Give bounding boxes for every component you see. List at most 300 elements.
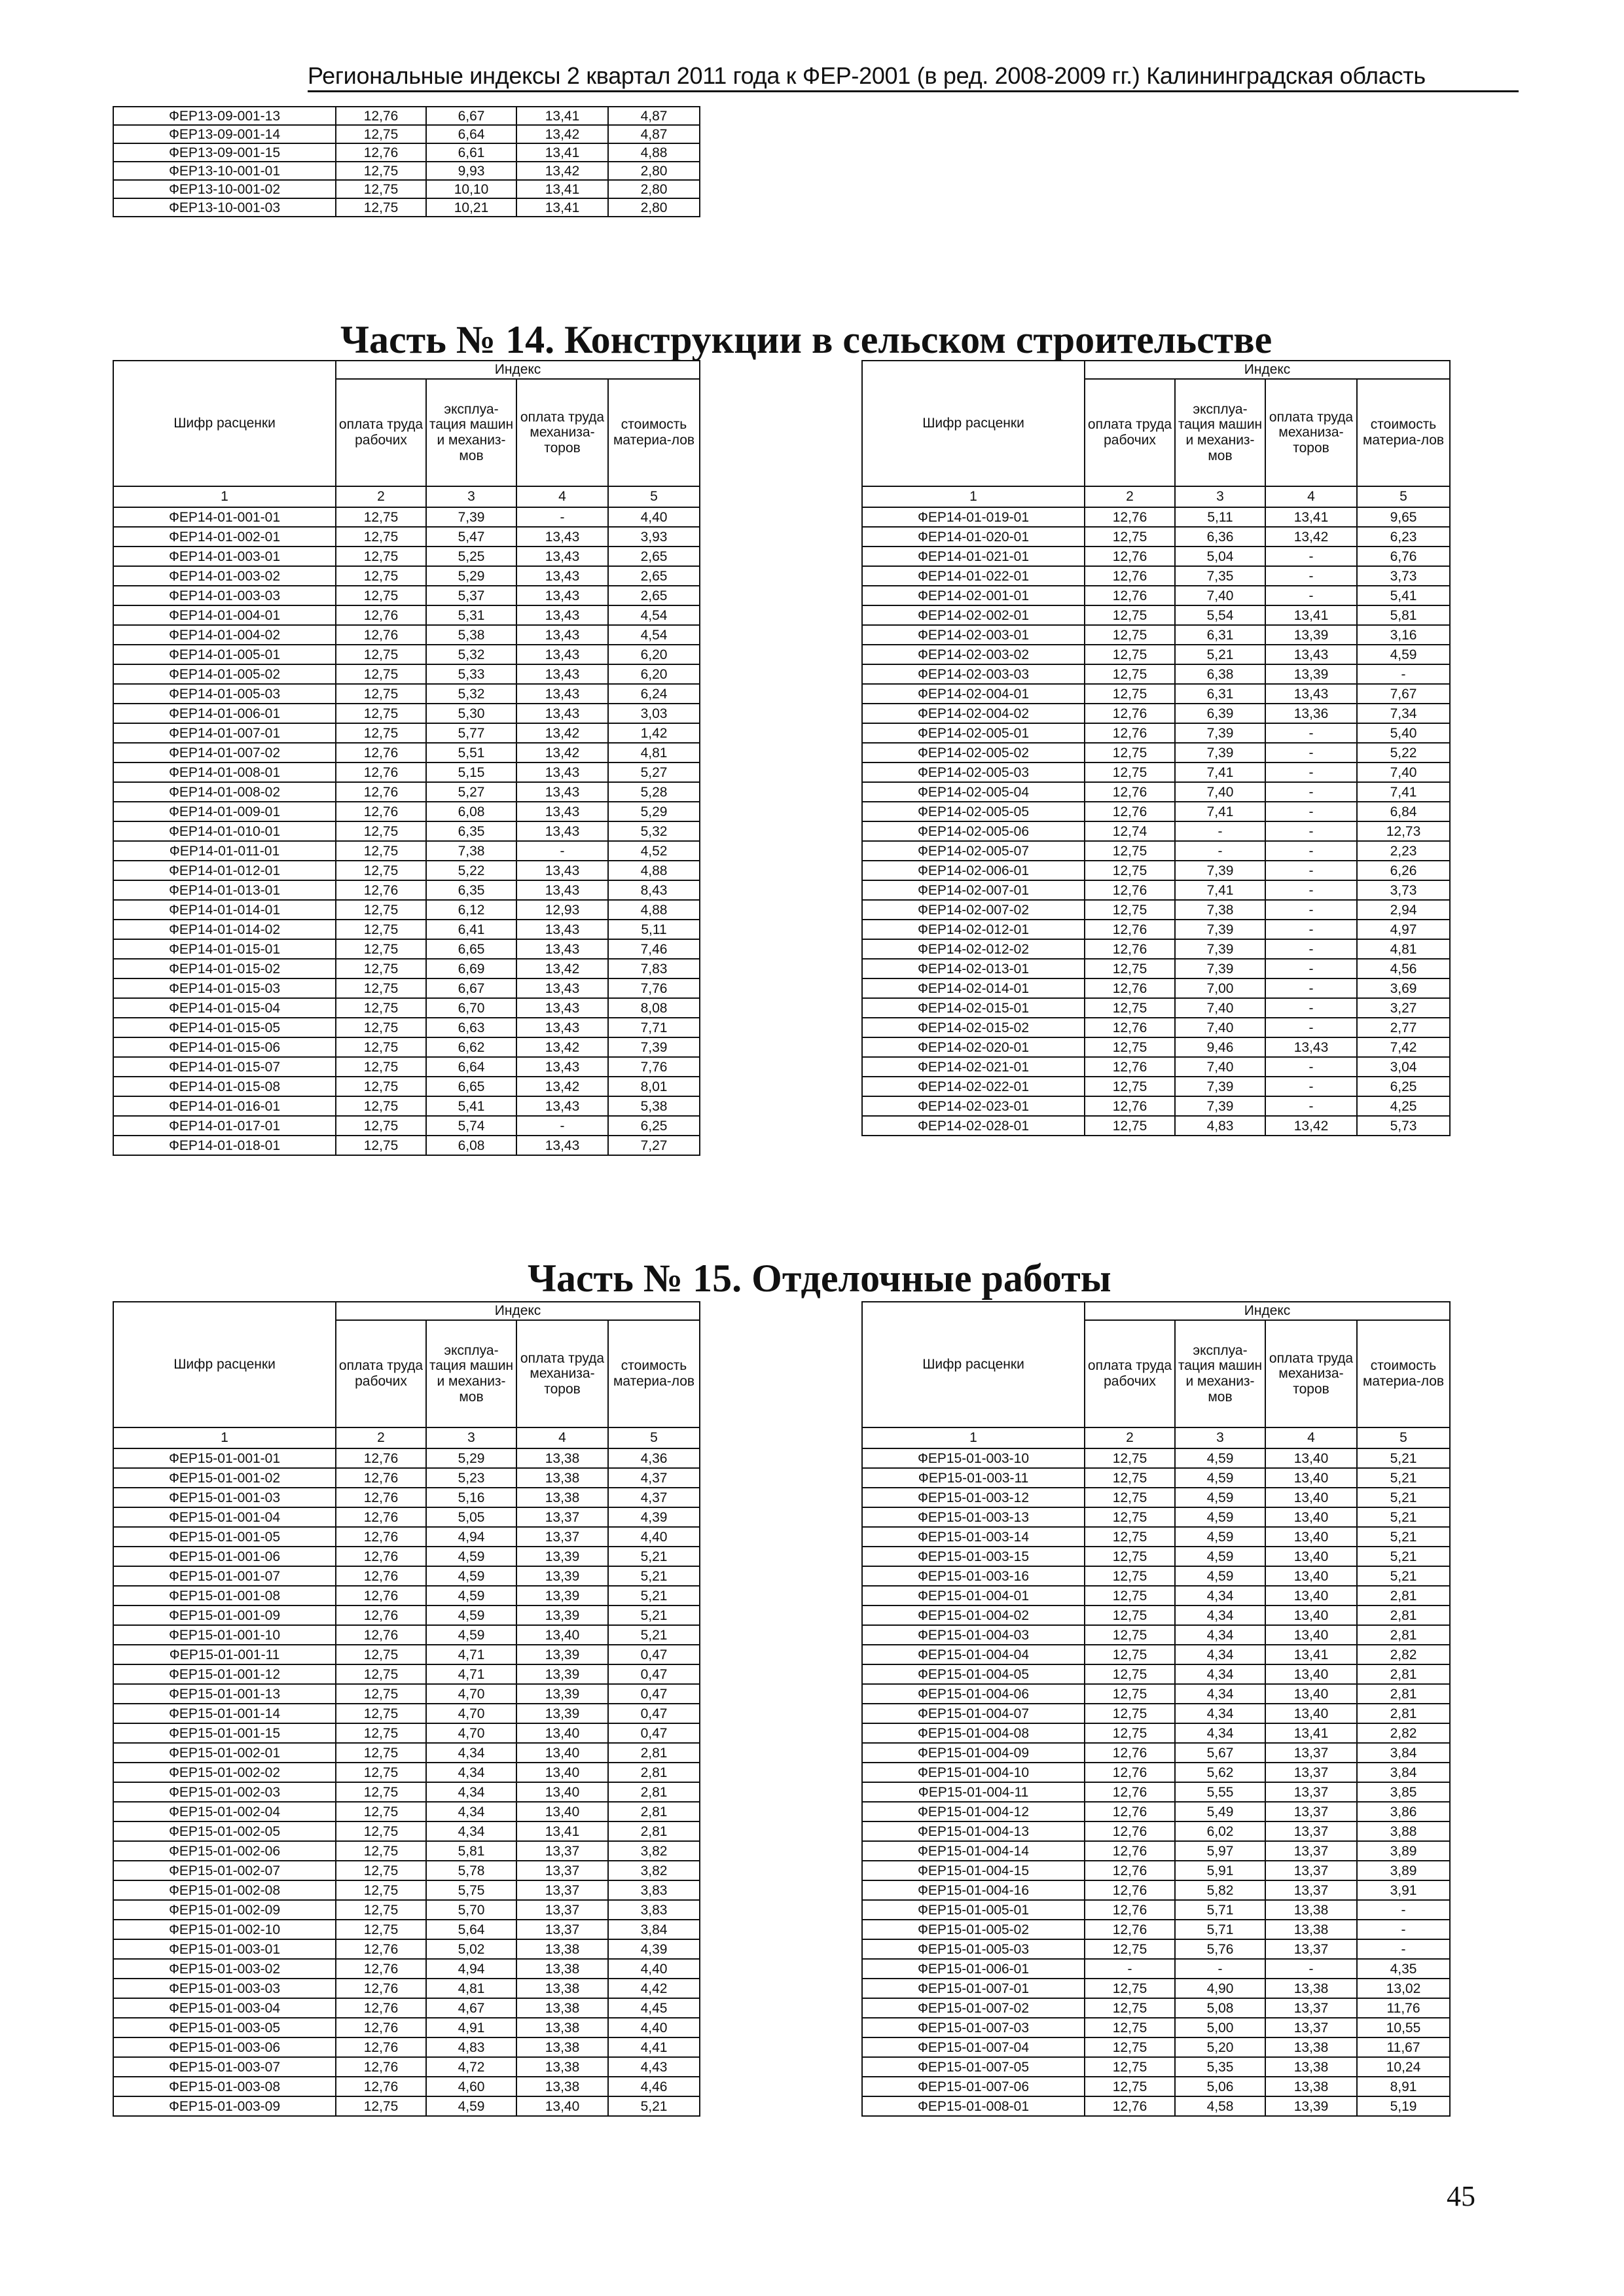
index-value-cell: 12,76 bbox=[1085, 1880, 1175, 1900]
column-number: 3 bbox=[1175, 486, 1265, 507]
index-value-cell: 6,26 bbox=[1357, 861, 1450, 880]
index-value-cell: 12,75 bbox=[1085, 841, 1175, 861]
index-value-cell: 13,42 bbox=[1265, 527, 1357, 547]
table-row bbox=[113, 1645, 700, 1664]
index-value-cell: 4,59 bbox=[1175, 1507, 1265, 1527]
index-value-cell: 12,75 bbox=[1085, 762, 1175, 782]
index-value-cell: 10,10 bbox=[426, 180, 516, 198]
index-value-cell: 12,75 bbox=[1085, 1468, 1175, 1488]
rate-code-cell: ФЕР14-02-004-01 bbox=[862, 684, 1085, 704]
index-value-cell: 2,81 bbox=[1357, 1704, 1450, 1723]
index-value-cell: 13,38 bbox=[516, 1488, 608, 1507]
index-value-cell: - bbox=[1265, 1057, 1357, 1077]
rate-code-cell: ФЕР15-01-002-06 bbox=[113, 1841, 336, 1861]
index-value-cell: 4,81 bbox=[426, 1979, 516, 1998]
index-value-cell: 5,05 bbox=[426, 1507, 516, 1527]
rate-code-cell: ФЕР15-01-007-06 bbox=[862, 2077, 1085, 2096]
index-value-cell: 2,80 bbox=[608, 162, 700, 180]
index-value-cell: 13,40 bbox=[1265, 1684, 1357, 1704]
index-value-cell: 10,21 bbox=[426, 198, 516, 217]
index-value-cell: 5,21 bbox=[1357, 1448, 1450, 1468]
table-row bbox=[113, 1763, 700, 1782]
index-value-cell: 12,76 bbox=[336, 1488, 426, 1507]
index-value-cell: 4,40 bbox=[608, 1959, 700, 1979]
index-value-cell: - bbox=[1175, 821, 1265, 841]
index-value-cell: 12,75 bbox=[336, 939, 426, 959]
index-value-cell: 12,76 bbox=[336, 1959, 426, 1979]
index-value-cell: 13,40 bbox=[1265, 1664, 1357, 1684]
index-value-cell: 12,75 bbox=[336, 998, 426, 1018]
index-value-cell: 4,59 bbox=[426, 1566, 516, 1586]
index-value-cell: 12,76 bbox=[1085, 1743, 1175, 1763]
index-value-cell: 13,43 bbox=[516, 566, 608, 586]
rate-code-cell: ФЕР14-01-018-01 bbox=[113, 1136, 336, 1155]
index-value-cell: 13,38 bbox=[516, 1468, 608, 1488]
rate-code-cell: ФЕР14-01-003-01 bbox=[113, 547, 336, 566]
rate-code-cell: ФЕР14-02-015-01 bbox=[862, 998, 1085, 1018]
table-row bbox=[862, 1507, 1450, 1527]
index-value-cell: 12,75 bbox=[1085, 1664, 1175, 1684]
index-value-cell: 6,84 bbox=[1357, 802, 1450, 821]
index-value-cell: 13,37 bbox=[1265, 1821, 1357, 1841]
index-value-cell: 13,39 bbox=[516, 1645, 608, 1664]
index-value-cell: 12,75 bbox=[1085, 2018, 1175, 2037]
rate-code-cell: ФЕР15-01-001-08 bbox=[113, 1586, 336, 1605]
index-value-cell: 5,21 bbox=[608, 1547, 700, 1566]
index-value-cell: 6,67 bbox=[426, 107, 516, 125]
index-value-cell: 13,43 bbox=[516, 782, 608, 802]
index-value-cell: - bbox=[1265, 900, 1357, 920]
table-row bbox=[862, 998, 1450, 1018]
table-row bbox=[113, 704, 700, 723]
index-value-cell: 2,82 bbox=[1357, 1645, 1450, 1664]
index-value-cell: 2,82 bbox=[1357, 1723, 1450, 1743]
rate-code-cell: ФЕР14-02-007-02 bbox=[862, 900, 1085, 920]
index-value-cell: 13,38 bbox=[1265, 2057, 1357, 2077]
index-value-cell: 13,38 bbox=[1265, 1979, 1357, 1998]
index-value-cell: 3,03 bbox=[608, 704, 700, 723]
index-value-cell: 12,75 bbox=[1085, 625, 1175, 645]
index-value-cell: - bbox=[1265, 920, 1357, 939]
rate-code-cell: ФЕР13-10-001-03 bbox=[113, 198, 336, 217]
index-value-cell: 5,21 bbox=[608, 2096, 700, 2116]
index-value-cell: 6,39 bbox=[1175, 704, 1265, 723]
index-value-cell: - bbox=[1265, 743, 1357, 762]
index-value-cell: 5,51 bbox=[426, 743, 516, 762]
table-row bbox=[113, 1920, 700, 1939]
index-value-cell: 12,75 bbox=[336, 547, 426, 566]
index-value-cell: 6,64 bbox=[426, 125, 516, 143]
index-value-cell: 11,67 bbox=[1357, 2037, 1450, 2057]
index-value-cell: 4,59 bbox=[426, 1605, 516, 1625]
index-value-cell: - bbox=[1265, 861, 1357, 880]
column-header-code: Шифр расценки bbox=[862, 1302, 1085, 1427]
rate-code-cell: ФЕР14-02-013-01 bbox=[862, 959, 1085, 978]
index-value-cell: 12,75 bbox=[1085, 1116, 1175, 1136]
rate-code-cell: ФЕР14-01-016-01 bbox=[113, 1096, 336, 1116]
index-value-cell: 6,20 bbox=[608, 664, 700, 684]
index-value-cell: 5,35 bbox=[1175, 2057, 1265, 2077]
rate-code-cell: ФЕР15-01-001-15 bbox=[113, 1723, 336, 1743]
rate-code-cell: ФЕР15-01-001-01 bbox=[113, 1448, 336, 1468]
index-value-cell: 5,00 bbox=[1175, 2018, 1265, 2037]
index-value-cell: 6,41 bbox=[426, 920, 516, 939]
index-value-cell: 5,21 bbox=[1357, 1488, 1450, 1507]
index-value-cell: 12,75 bbox=[336, 1057, 426, 1077]
index-value-cell: 6,25 bbox=[1357, 1077, 1450, 1096]
index-value-cell: 12,75 bbox=[336, 959, 426, 978]
rate-code-cell: ФЕР14-01-007-02 bbox=[113, 743, 336, 762]
table-row bbox=[113, 664, 700, 684]
column-number: 1 bbox=[862, 1427, 1085, 1448]
index-value-cell: 5,21 bbox=[608, 1586, 700, 1605]
rate-code-cell: ФЕР15-01-004-15 bbox=[862, 1861, 1085, 1880]
table-row bbox=[113, 1547, 700, 1566]
index-value-cell: 13,39 bbox=[516, 1586, 608, 1605]
index-value-cell: 13,43 bbox=[516, 1018, 608, 1037]
table-row bbox=[862, 586, 1450, 605]
index-value-cell: 13,43 bbox=[516, 527, 608, 547]
column-header: стоимость материа-лов bbox=[608, 1320, 700, 1427]
index-value-cell: 4,70 bbox=[426, 1723, 516, 1743]
index-value-cell: 3,84 bbox=[1357, 1743, 1450, 1763]
rate-code-cell: ФЕР15-01-002-08 bbox=[113, 1880, 336, 1900]
rate-code-cell: ФЕР14-01-015-08 bbox=[113, 1077, 336, 1096]
index-value-cell: 4,71 bbox=[426, 1664, 516, 1684]
index-value-cell: 3,82 bbox=[608, 1861, 700, 1880]
index-value-cell: 5,21 bbox=[1357, 1468, 1450, 1488]
index-value-cell: 12,75 bbox=[1085, 1488, 1175, 1507]
index-value-cell: 6,67 bbox=[426, 978, 516, 998]
rate-code-cell: ФЕР14-02-001-01 bbox=[862, 586, 1085, 605]
index-value-cell: 4,34 bbox=[1175, 1664, 1265, 1684]
rate-code-cell: ФЕР15-01-001-10 bbox=[113, 1625, 336, 1645]
index-value-cell: 13,37 bbox=[1265, 1802, 1357, 1821]
index-value-cell: - bbox=[1357, 1900, 1450, 1920]
rate-code-cell: ФЕР15-01-004-01 bbox=[862, 1586, 1085, 1605]
index-value-cell: 12,75 bbox=[336, 861, 426, 880]
table-row bbox=[113, 1096, 700, 1116]
index-value-cell: 5,19 bbox=[1357, 2096, 1450, 2116]
index-value-cell: 5,21 bbox=[608, 1566, 700, 1586]
index-value-cell: 5,21 bbox=[608, 1605, 700, 1625]
table-row bbox=[862, 664, 1450, 684]
column-number: 1 bbox=[113, 1427, 336, 1448]
rate-code-cell: ФЕР13-09-001-14 bbox=[113, 125, 336, 143]
table-row bbox=[862, 1077, 1450, 1096]
index-value-cell: 4,45 bbox=[608, 1998, 700, 2018]
table-row bbox=[113, 1136, 700, 1155]
table-row bbox=[113, 1959, 700, 1979]
rate-code-cell: ФЕР15-01-001-11 bbox=[113, 1645, 336, 1664]
index-value-cell: 3,69 bbox=[1357, 978, 1450, 998]
column-number: 3 bbox=[426, 486, 516, 507]
table-row bbox=[113, 1782, 700, 1802]
index-value-cell: 7,39 bbox=[426, 507, 516, 527]
index-value-cell: 12,76 bbox=[336, 1547, 426, 1566]
column-header: эксплуа-тация машин и механиз-мов bbox=[1175, 379, 1265, 486]
index-value-cell: 13,43 bbox=[516, 586, 608, 605]
index-value-cell: 7,39 bbox=[1175, 743, 1265, 762]
table-row bbox=[113, 1057, 700, 1077]
column-number: 2 bbox=[1085, 1427, 1175, 1448]
index-value-cell: 12,75 bbox=[336, 586, 426, 605]
index-value-cell: 12,75 bbox=[1085, 1704, 1175, 1723]
index-value-cell: 4,37 bbox=[608, 1488, 700, 1507]
index-value-cell: 5,32 bbox=[426, 684, 516, 704]
index-value-cell: - bbox=[1265, 566, 1357, 586]
index-value-cell: 2,77 bbox=[1357, 1018, 1450, 1037]
index-value-cell: 5,22 bbox=[426, 861, 516, 880]
index-value-cell: 12,75 bbox=[1085, 959, 1175, 978]
index-value-cell: 12,75 bbox=[1085, 998, 1175, 1018]
part14-right-table bbox=[861, 360, 1451, 1136]
index-value-cell: 13,43 bbox=[516, 704, 608, 723]
index-value-cell: 4,39 bbox=[608, 1507, 700, 1527]
table-header bbox=[113, 361, 700, 507]
index-value-cell: 12,75 bbox=[336, 527, 426, 547]
table-row bbox=[113, 998, 700, 1018]
index-value-cell: 2,94 bbox=[1357, 900, 1450, 920]
table-row bbox=[862, 880, 1450, 900]
index-value-cell: 4,88 bbox=[608, 861, 700, 880]
table-row bbox=[113, 527, 700, 547]
index-value-cell: 13,43 bbox=[516, 802, 608, 821]
table-row bbox=[862, 841, 1450, 861]
index-value-cell: 4,40 bbox=[608, 1527, 700, 1547]
index-value-cell: 13,40 bbox=[1265, 1605, 1357, 1625]
index-value-cell: 13,43 bbox=[1265, 645, 1357, 664]
index-value-cell: 4,67 bbox=[426, 1998, 516, 2018]
index-value-cell: 5,47 bbox=[426, 527, 516, 547]
column-header: оплата труда механиза-торов bbox=[1265, 379, 1357, 486]
index-value-cell: 4,34 bbox=[426, 1763, 516, 1782]
table-row bbox=[862, 1900, 1450, 1920]
index-value-cell: 3,88 bbox=[1357, 1821, 1450, 1841]
index-value-cell: 2,65 bbox=[608, 547, 700, 566]
column-number: 3 bbox=[1175, 1427, 1265, 1448]
index-value-cell: 13,43 bbox=[1265, 684, 1357, 704]
index-value-cell: 7,27 bbox=[608, 1136, 700, 1155]
index-value-cell: 4,59 bbox=[1175, 1468, 1265, 1488]
index-value-cell: - bbox=[1175, 1959, 1265, 1979]
table-row bbox=[113, 143, 700, 162]
part13-continuation-table bbox=[113, 106, 700, 217]
index-value-cell: - bbox=[1265, 841, 1357, 861]
index-value-cell: 5,74 bbox=[426, 1116, 516, 1136]
rate-code-cell: ФЕР15-01-003-02 bbox=[113, 1959, 336, 1979]
index-value-cell: 13,37 bbox=[1265, 1743, 1357, 1763]
index-value-cell: 13,38 bbox=[516, 2057, 608, 2077]
table-row bbox=[862, 1743, 1450, 1763]
index-value-cell: 7,41 bbox=[1175, 802, 1265, 821]
index-value-cell: 2,81 bbox=[608, 1743, 700, 1763]
index-value-cell: 4,87 bbox=[608, 107, 700, 125]
column-header: стоимость материа-лов bbox=[1357, 379, 1450, 486]
index-value-cell: 4,59 bbox=[1175, 1527, 1265, 1547]
rate-code-cell: ФЕР15-01-003-03 bbox=[113, 1979, 336, 1998]
table-row bbox=[862, 723, 1450, 743]
index-value-cell: 12,76 bbox=[1085, 939, 1175, 959]
index-value-cell: 12,76 bbox=[1085, 1841, 1175, 1861]
index-value-cell: 12,75 bbox=[336, 1116, 426, 1136]
rate-code-cell: ФЕР15-01-001-04 bbox=[113, 1507, 336, 1527]
table-row bbox=[113, 861, 700, 880]
index-value-cell: 3,84 bbox=[608, 1920, 700, 1939]
index-value-cell: 5,38 bbox=[608, 1096, 700, 1116]
column-header-code: Шифр расценки bbox=[113, 1302, 336, 1427]
table-row bbox=[113, 1018, 700, 1037]
rate-code-cell: ФЕР14-01-014-01 bbox=[113, 900, 336, 920]
rate-code-cell: ФЕР14-01-003-03 bbox=[113, 586, 336, 605]
index-value-cell: 11,76 bbox=[1357, 1998, 1450, 2018]
index-value-cell: 4,34 bbox=[1175, 1684, 1265, 1704]
index-value-cell: 12,75 bbox=[336, 1821, 426, 1841]
table-header bbox=[113, 1302, 700, 1448]
rate-code-cell: ФЕР15-01-003-06 bbox=[113, 2037, 336, 2057]
table-row bbox=[862, 605, 1450, 625]
table-row bbox=[862, 1782, 1450, 1802]
index-value-cell: 13,43 bbox=[516, 1136, 608, 1155]
index-value-cell: 12,76 bbox=[1085, 1920, 1175, 1939]
index-value-cell: 4,70 bbox=[426, 1684, 516, 1704]
index-value-cell: 12,75 bbox=[336, 645, 426, 664]
rate-code-cell: ФЕР15-01-001-09 bbox=[113, 1605, 336, 1625]
index-value-cell: 13,41 bbox=[516, 198, 608, 217]
index-value-cell: 12,76 bbox=[1085, 566, 1175, 586]
index-value-cell: 13,41 bbox=[516, 180, 608, 198]
table-row bbox=[862, 1959, 1450, 1979]
rate-code-cell: ФЕР14-02-014-01 bbox=[862, 978, 1085, 998]
index-value-cell: 12,76 bbox=[1085, 920, 1175, 939]
index-value-cell: 13,43 bbox=[516, 605, 608, 625]
index-value-cell: 12,75 bbox=[336, 684, 426, 704]
index-value-cell: - bbox=[1265, 723, 1357, 743]
index-value-cell: 13,40 bbox=[1265, 1586, 1357, 1605]
index-value-cell: 4,72 bbox=[426, 2057, 516, 2077]
index-value-cell: 2,81 bbox=[1357, 1605, 1450, 1625]
table-row bbox=[113, 162, 700, 180]
index-value-cell: 3,83 bbox=[608, 1880, 700, 1900]
index-value-cell: 2,81 bbox=[608, 1821, 700, 1841]
index-value-cell: 5,75 bbox=[426, 1880, 516, 1900]
table-row bbox=[113, 1939, 700, 1959]
index-value-cell: 12,75 bbox=[336, 978, 426, 998]
table-row bbox=[113, 1605, 700, 1625]
index-value-cell: 7,71 bbox=[608, 1018, 700, 1037]
index-value-cell: 13,42 bbox=[516, 162, 608, 180]
rate-code-cell: ФЕР14-01-015-06 bbox=[113, 1037, 336, 1057]
rate-code-cell: ФЕР14-01-022-01 bbox=[862, 566, 1085, 586]
index-value-cell: 5,21 bbox=[1357, 1527, 1450, 1547]
index-value-cell: 4,59 bbox=[1175, 1566, 1265, 1586]
table-row bbox=[862, 527, 1450, 547]
index-value-cell: 4,34 bbox=[426, 1782, 516, 1802]
index-value-cell: 3,27 bbox=[1357, 998, 1450, 1018]
index-value-cell: 4,59 bbox=[426, 1625, 516, 1645]
index-value-cell: 7,41 bbox=[1357, 782, 1450, 802]
rate-code-cell: ФЕР14-02-003-02 bbox=[862, 645, 1085, 664]
rate-code-cell: ФЕР14-02-005-07 bbox=[862, 841, 1085, 861]
index-value-cell: 2,65 bbox=[608, 566, 700, 586]
rate-code-cell: ФЕР15-01-005-01 bbox=[862, 1900, 1085, 1920]
index-value-cell: 3,85 bbox=[1357, 1782, 1450, 1802]
index-value-cell: 13,41 bbox=[516, 143, 608, 162]
rate-code-cell: ФЕР15-01-003-05 bbox=[113, 2018, 336, 2037]
index-value-cell: 12,75 bbox=[336, 1704, 426, 1723]
rate-code-cell: ФЕР15-01-002-05 bbox=[113, 1821, 336, 1841]
table-row bbox=[862, 821, 1450, 841]
rate-code-cell: ФЕР15-01-003-16 bbox=[862, 1566, 1085, 1586]
index-value-cell: 12,76 bbox=[336, 1605, 426, 1625]
index-value-cell: 13,43 bbox=[516, 939, 608, 959]
index-value-cell: 5,70 bbox=[426, 1900, 516, 1920]
rate-code-cell: ФЕР15-01-005-02 bbox=[862, 1920, 1085, 1939]
table-row bbox=[113, 547, 700, 566]
index-value-cell: 5,32 bbox=[426, 645, 516, 664]
index-value-cell: - bbox=[1265, 1096, 1357, 1116]
index-value-cell: 12,76 bbox=[1085, 880, 1175, 900]
table-row bbox=[113, 1507, 700, 1527]
index-value-cell: 12,76 bbox=[336, 762, 426, 782]
column-number: 5 bbox=[608, 1427, 700, 1448]
index-value-cell: 4,40 bbox=[608, 2018, 700, 2037]
index-value-cell: 4,59 bbox=[1175, 1547, 1265, 1566]
index-value-cell: 12,76 bbox=[336, 1468, 426, 1488]
index-value-cell: 6,36 bbox=[1175, 527, 1265, 547]
index-value-cell: 13,43 bbox=[516, 625, 608, 645]
column-header: оплата труда рабочих bbox=[1085, 1320, 1175, 1427]
index-value-cell: - bbox=[1265, 762, 1357, 782]
index-value-cell: 7,40 bbox=[1175, 1018, 1265, 1037]
index-value-cell: - bbox=[1265, 959, 1357, 978]
table-row bbox=[113, 939, 700, 959]
rate-code-cell: ФЕР14-01-005-01 bbox=[113, 645, 336, 664]
rate-code-cell: ФЕР15-01-003-08 bbox=[113, 2077, 336, 2096]
index-value-cell: 12,75 bbox=[1085, 1605, 1175, 1625]
table-row bbox=[113, 1704, 700, 1723]
index-value-cell: 5,97 bbox=[1175, 1841, 1265, 1861]
index-value-cell: 6,65 bbox=[426, 1077, 516, 1096]
index-value-cell: 12,76 bbox=[1085, 802, 1175, 821]
index-value-cell: 13,38 bbox=[1265, 1900, 1357, 1920]
rate-code-cell: ФЕР14-01-013-01 bbox=[113, 880, 336, 900]
rate-code-cell: ФЕР14-01-003-02 bbox=[113, 566, 336, 586]
table-row bbox=[862, 1605, 1450, 1625]
table-row bbox=[862, 1116, 1450, 1136]
rate-code-cell: ФЕР15-01-004-08 bbox=[862, 1723, 1085, 1743]
index-value-cell: - bbox=[516, 507, 608, 527]
table-row bbox=[113, 2077, 700, 2096]
rate-code-cell: ФЕР13-09-001-15 bbox=[113, 143, 336, 162]
index-value-cell: 6,61 bbox=[426, 143, 516, 162]
index-value-cell: 12,75 bbox=[336, 1077, 426, 1096]
index-value-cell: 13,37 bbox=[516, 1527, 608, 1547]
index-value-cell: 12,75 bbox=[336, 900, 426, 920]
rate-code-cell: ФЕР14-01-017-01 bbox=[113, 1116, 336, 1136]
table-row bbox=[862, 1704, 1450, 1723]
index-value-cell: 13,37 bbox=[1265, 1880, 1357, 1900]
index-value-cell: 12,76 bbox=[336, 880, 426, 900]
index-value-cell: 6,63 bbox=[426, 1018, 516, 1037]
index-value-cell: 7,40 bbox=[1175, 998, 1265, 1018]
rate-code-cell: ФЕР15-01-001-06 bbox=[113, 1547, 336, 1566]
index-value-cell: 13,43 bbox=[516, 861, 608, 880]
index-value-cell: 6,64 bbox=[426, 1057, 516, 1077]
index-value-cell: 4,94 bbox=[426, 1959, 516, 1979]
index-value-cell: 13,40 bbox=[1265, 1468, 1357, 1488]
index-value-cell: 13,40 bbox=[1265, 1507, 1357, 1527]
